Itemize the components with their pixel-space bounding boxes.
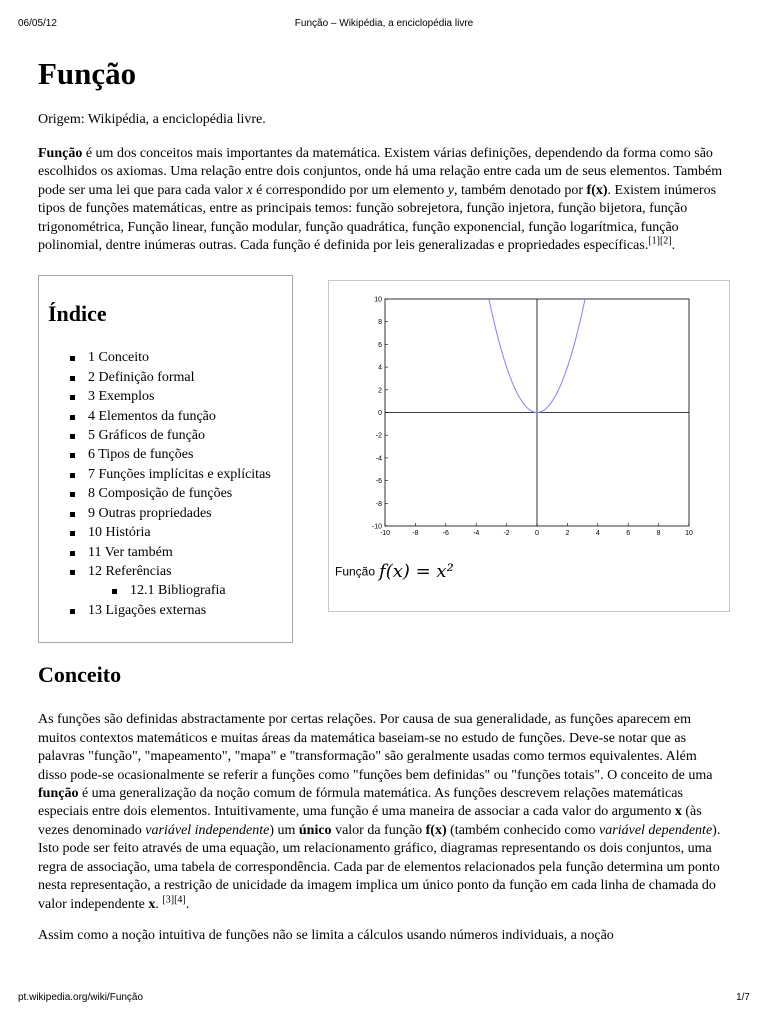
concept-text-4: ) um [269, 822, 299, 838]
concept-text-2: é uma generalização da noção comum de fórmula matemática. As funções descrevem relações matemáticas especiais entre dois elementos. Intuitivamente, uma função é uma maneira de associar a cada valor do argumento [38, 786, 683, 820]
concept-italic-independent: variável independente [145, 822, 270, 838]
concept-text-1: As funções são definidas abstractamente por certas relações. Por causa de sua generalidade, as funções aparecem em muitos contextos matemáticos e muitas áreas da matemática baseiam-se no estudo de funções. Deve-se notar que as palavras "função", "mapeamento", "mapa" e "transformação" são geralmente usadas como termos equivalentes. Além disso pode-se ocasionalmente se referir a funções como "funções bem definidas" ou "funções totais". O conceito de uma [38, 712, 713, 783]
intro-text-4: . Existem inúmeros tipos de funções matemáticas, entre as principais temos: função sobrejetora, função injetora, função bijetora, função trigonométrica, Função linear, função modular, função quadrática, função exponencial, função logarítmica, função polinomial, dentre inúmeras outras. Cada função é definida por leis generalizadas e propriedades específicas. [38, 182, 717, 254]
toc-item-propriedades[interactable]: 9 Outras propriedades [69, 504, 271, 523]
concept-text-3: (às vezes denominado [38, 804, 702, 838]
concept-paragraph [38, 711, 728, 913]
y-tick-label: -4 [375, 455, 382, 463]
y-tick-label: 2 [378, 387, 382, 395]
x-tick-label: 8 [656, 530, 661, 538]
intro-text-2: é correspondido por um elemento [252, 182, 448, 198]
x-tick-label: -2 [503, 530, 510, 538]
concept-bold-x-2: x [148, 896, 156, 912]
print-date: 06/05/12 [18, 18, 57, 29]
intro-bold-term: Função [38, 146, 83, 161]
concept-bold-funcao: função [38, 786, 79, 802]
toc-item-graficos[interactable]: 5 Gráficos de função [69, 426, 271, 445]
intro-fx: f(x) [586, 182, 608, 198]
y-tick-label: 4 [378, 365, 382, 373]
intro-paragraph [38, 145, 726, 255]
x-tick-label: 6 [626, 530, 631, 538]
x-tick-label: 10 [685, 530, 693, 538]
closing-paragraph: Assim como a noção intuitiva de funções não se limita a cálculos usando números individuais, a noção [38, 927, 614, 943]
origin-note: Origem: Wikipédia, a enciclopédia livre. [38, 112, 266, 127]
concept-end: . [185, 896, 190, 912]
y-tick-label: 8 [378, 319, 382, 327]
intro-var-y: y [447, 182, 454, 198]
y-tick-label: -2 [375, 433, 382, 441]
toc-item-composicao[interactable]: 8 Composição de funções [69, 484, 271, 503]
toc-item-exemplos[interactable]: 3 Exemplos [69, 387, 271, 406]
x-tick-label: -10 [379, 530, 391, 538]
concept-text-6: (também conhecido como [446, 822, 600, 838]
toc-item-elementos[interactable]: 4 Elementos da função [69, 407, 271, 426]
y-tick-label: 0 [378, 410, 382, 418]
toc-figure-row [38, 275, 728, 643]
y-tick-label: 10 [374, 296, 382, 304]
article-content [38, 52, 728, 945]
caption-formula: f(x) = x² [379, 561, 454, 583]
concept-italic-dependent: variável dependente [599, 822, 713, 838]
figure-caption [335, 561, 454, 591]
concept-text-8: . [155, 896, 163, 912]
x-tick-label: -8 [412, 530, 419, 538]
page-title: Função [38, 56, 137, 91]
table-of-contents [38, 275, 293, 643]
toc-item-bibliografia[interactable]: 12.1 Bibliografia [69, 581, 271, 600]
function-figure [328, 280, 730, 612]
print-url: pt.wikipedia.org/wiki/Função [18, 992, 144, 1003]
toc-title: Índice [48, 301, 107, 327]
parabola-plot [329, 281, 729, 561]
print-header [0, 18, 768, 30]
toc-item-tipos[interactable]: 6 Tipos de funções [69, 445, 271, 464]
toc-item-referencias[interactable]: 12 Referências [69, 562, 271, 581]
x-tick-label: 2 [565, 530, 570, 538]
intro-var-x: x [246, 182, 253, 198]
y-tick-label: 6 [378, 342, 382, 350]
y-tick-label: -6 [375, 478, 382, 486]
intro-refs-link[interactable]: [1][2] [648, 235, 672, 247]
y-tick-label: -8 [375, 501, 382, 509]
x-tick-label: -4 [473, 530, 480, 538]
toc-item-conceito[interactable]: 1 Conceito [69, 348, 271, 367]
toc-item-historia[interactable]: 10 História [69, 523, 271, 542]
caption-label: Função [335, 564, 376, 579]
x-tick-label: -6 [442, 530, 449, 538]
intro-text-1: é um dos conceitos mais importantes da matemática. Existem várias definições, dependendo da forma como são escolhidos os axiomas. Uma relação entre dois conjuntos, onde há uma relação entre cada um de seus elementos. Também pode ser uma lei que para cada valor [38, 146, 723, 198]
concept-bold-x: x [674, 804, 682, 820]
concept-bold-fx: f(x) [425, 822, 447, 838]
section-heading-conceito: Conceito [38, 662, 122, 688]
concept-bold-unico: único [298, 822, 332, 838]
toc-item-ligacoes[interactable]: 13 Ligações externas [69, 601, 271, 620]
toc-list [69, 348, 271, 620]
concept-refs-link[interactable]: [3][4] [162, 893, 186, 905]
x-tick-label: 4 [595, 530, 600, 538]
y-tick-label: -10 [371, 523, 382, 531]
toc-item-ver-tambem[interactable]: 11 Ver também [69, 543, 271, 562]
print-page-number: 1/7 [736, 992, 750, 1003]
toc-item-implicitas[interactable]: 7 Funções implícitas e explícitas [69, 465, 271, 484]
intro-end: . [671, 238, 676, 254]
print-page-title: Função – Wikipédia, a enciclopédia livre [294, 18, 474, 29]
concept-text-7: ). Isto pode ser feito através de uma equação, um relacionamento gráfico, diagramas representando os dois conjuntos, uma regra de associação, uma tabela de correspondência. Cada par de elementos relacionados pela função determina um ponto nesta representação, a restrição de unicidade da imagem implica um único ponto da função em cada linha de chamada do valor independente [38, 822, 721, 912]
intro-text-3: , também denotado por [453, 182, 587, 198]
concept-text-5: valor da função [331, 822, 426, 838]
x-tick-label: 0 [535, 530, 539, 538]
toc-item-definicao-formal[interactable]: 2 Definição formal [69, 368, 271, 387]
